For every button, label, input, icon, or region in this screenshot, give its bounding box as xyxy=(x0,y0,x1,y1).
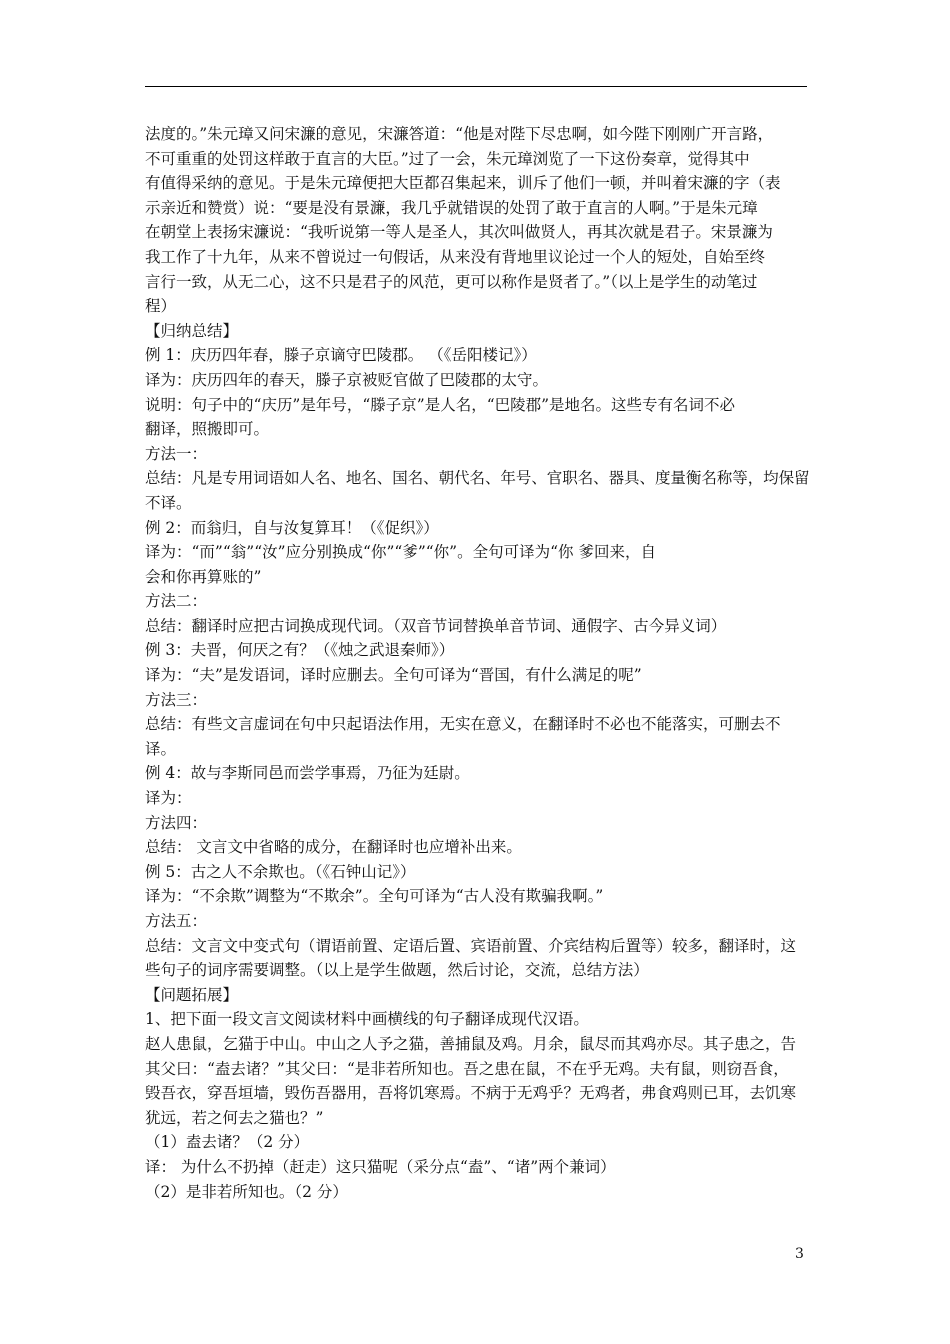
document-body xyxy=(145,122,810,1204)
text-line: 译为： xyxy=(145,789,192,808)
text-line: 些句子的词序需要调整。（以上是学生做题，然后讨论，交流，总结方法） xyxy=(145,961,649,980)
text-line: 翻译，照搬即可。 xyxy=(145,420,270,439)
text-line: 1、把下面一段文言文阅读材料中画横线的句子翻译成现代汉语。 xyxy=(145,1010,589,1029)
page-number: 3 xyxy=(795,1246,804,1262)
text-line: 总结：文言文中变式句（谓语前置、定语后置、宾语前置、介宾结构后置等）较多，翻译时，这 xyxy=(145,936,797,955)
text-line: 程） xyxy=(145,297,177,316)
text-line: 总结： 文言文中省略的成分，在翻译时也应增补出来。 xyxy=(145,838,522,857)
text-line: 译： 为什么不扔掉（赶走）这只猫呢（采分点“盍”、“诸”两个兼词） xyxy=(145,1157,616,1176)
text-line: 总结：有些文言虚词在句中只起语法作用，无实在意义，在翻译时不必也不能落实，可删去不 xyxy=(145,715,781,734)
text-line: 言行一致，从无二心，这不只是君子的风范，更可以称作是贤者了。”（以上是学生的动笔过 xyxy=(145,272,758,291)
text-line: 【归纳总结】 xyxy=(145,321,239,340)
text-line: 方法二： xyxy=(145,592,208,611)
text-line: 例 5：古之人不余欺也。（《石钟山记》） xyxy=(145,862,416,881)
text-line: 不译。 xyxy=(145,493,192,512)
text-line: 犹远，若之何去之猫也？” xyxy=(145,1108,324,1127)
header-rule xyxy=(145,86,807,87)
text-line: 译为：“不余欺”调整为“不欺余”。全句可译为“古人没有欺骗我啊。” xyxy=(145,887,604,906)
text-line: 方法五： xyxy=(145,912,208,930)
text-line: 例 2：而翁归，自与汝复算耳！（《促织》） xyxy=(145,518,439,537)
text-line: 示亲近和赞赏）说：“要是没有景濂，我几乎就错误的处罚了敢于直言的人啊。”于是朱元璋 xyxy=(145,198,758,217)
text-line: 法度的。”朱元璋又问宋濂的意见，宋濂答道：“他是对陛下尽忠啊，如今陛下刚刚广开言路， xyxy=(145,125,774,143)
text-line: 译为：庆历四年的春天，滕子京被贬官做了巴陵郡的太守。 xyxy=(145,370,549,389)
text-line: 赵人患鼠，乞猫于中山。中山之人予之猫，善捕鼠及鸡。月余，鼠尽而其鸡亦尽。其子患之，告 xyxy=(145,1034,797,1053)
text-line: 译为：“夫”是发语词，译时应删去。全句可译为“晋国，有什么满足的呢” xyxy=(145,666,642,685)
text-line: 总结：凡是专用词语如人名、地名、国名、朝代名、年号、官职名、器具、度量衡名称等，均保留 xyxy=(145,469,810,488)
text-line: （1）盍去诸？（2 分） xyxy=(145,1133,310,1152)
text-line: 说明：句子中的“庆历”是年号，“滕子京”是人名，“巴陵郡”是地名。这些专有名词不必 xyxy=(145,395,736,414)
text-line: 不可重重的处罚这样敢于直言的大臣。”过了一会，朱元璋浏览了一下这份奏章，觉得其中 xyxy=(145,149,750,168)
text-line: 总结：翻译时应把古词换成现代词。（双音节词替换单音节词、通假字、古今异义词） xyxy=(145,616,727,635)
text-line: 有值得采纳的意见。于是朱元璋便把大臣都召集起来，训斥了他们一顿，并叫着宋濂的字（表 xyxy=(145,174,781,193)
text-line: 【问题拓展】 xyxy=(145,985,239,1004)
text-line: 方法三： xyxy=(145,690,208,709)
text-line: 译。 xyxy=(145,739,177,758)
text-line: 方法四： xyxy=(145,813,208,832)
text-line: 我工作了十九年，从来不曾说过一句假话，从来没有背地里议论过一个人的短处，自始至终 xyxy=(145,247,766,266)
text-line: 方法一： xyxy=(145,444,208,463)
text-line: 其父曰：“盍去诸？”其父曰：“是非若所知也。吾之患在鼠，不在乎无鸡。夫有鼠，则窃吾食， xyxy=(145,1059,789,1078)
text-line: 例 1：庆历四年春，滕子京谪守巴陵郡。 （《岳阳楼记》） xyxy=(145,346,537,365)
text-line: （2）是非若所知也。（2 分） xyxy=(145,1182,348,1201)
text-line: 例 4：故与李斯同邑而尝学事焉，乃征为廷尉。 xyxy=(145,764,470,783)
text-line: 译为：“而”“翁”“汝”应分别换成“你”“爹”“你”。全句可译为“你 爹回来，自 xyxy=(145,543,656,562)
text-line: 会和你再算账的” xyxy=(145,567,262,586)
text-line: 例 3：夫晋，何厌之有？（《烛之武退秦师》） xyxy=(145,641,455,660)
text-line: 毁吾衣，穿吾垣墙，毁伤吾器用，吾将饥寒焉。不病于无鸡乎？无鸡者，弗食鸡则已耳，去饥寒 xyxy=(145,1084,797,1103)
text-line: 在朝堂上表扬宋濂说：“我听说第一等人是圣人，其次叫做贤人，再其次就是君子。宋景濂为 xyxy=(145,223,773,242)
